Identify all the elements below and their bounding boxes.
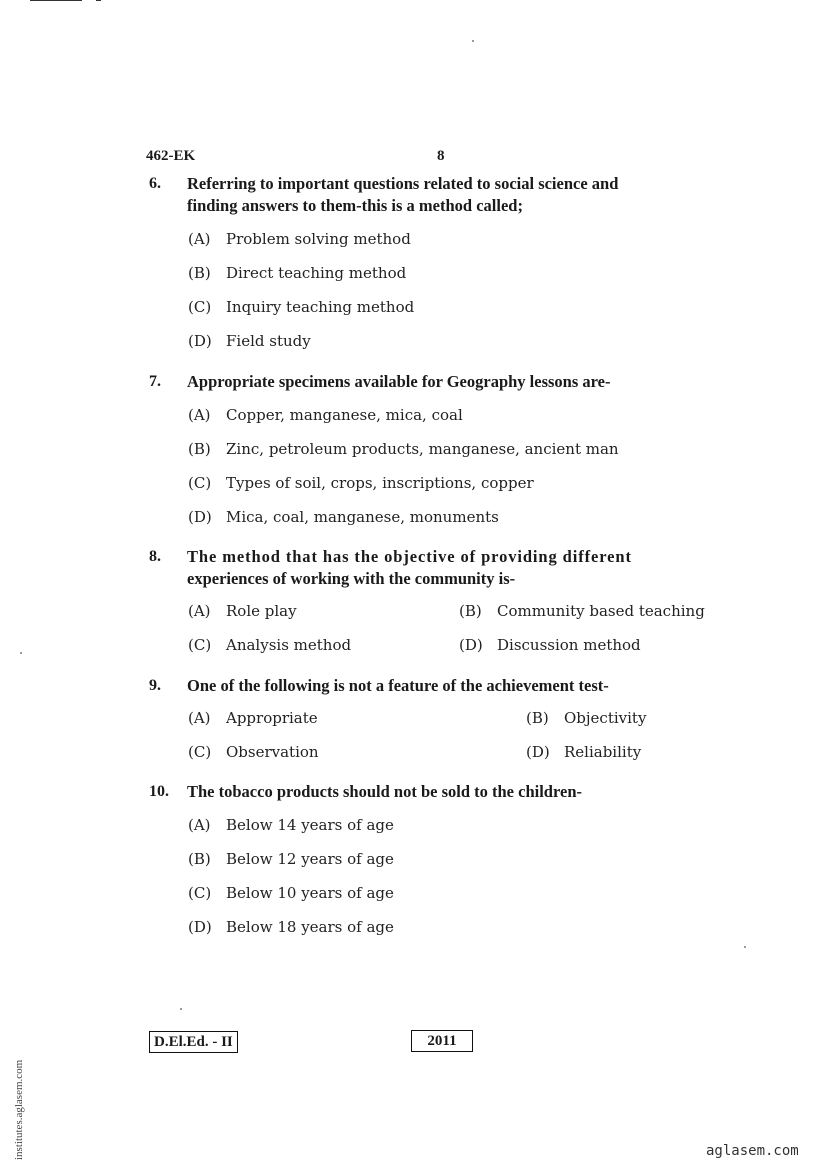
speck (744, 946, 746, 948)
option-label: (D) (188, 332, 212, 350)
option-text: Analysis method (226, 636, 352, 654)
site-watermark: aglasem.com (706, 1143, 799, 1159)
question-number: 6. (149, 175, 161, 192)
option-label: (B) (188, 440, 211, 458)
option-text: Observation (226, 743, 319, 761)
option-text: Below 10 years of age (226, 884, 394, 902)
question-text-line: experiences of working with the community is- (187, 569, 516, 588)
question-text-line: Appropriate specimens available for Geography lessons are- (187, 372, 611, 391)
option (188, 440, 619, 458)
option-label: (A) (188, 230, 211, 248)
option-text: Appropriate (226, 709, 318, 727)
option-label: (D) (188, 918, 212, 936)
option (188, 850, 394, 868)
option (188, 709, 318, 727)
option-label: (C) (188, 298, 212, 316)
course-code-box: D.El.Ed. - II (149, 1031, 238, 1053)
page-number: 8 (437, 148, 445, 164)
option-text: Direct teaching method (226, 264, 407, 282)
option-label: (A) (188, 406, 211, 424)
option-label: (C) (188, 884, 212, 902)
option-label: (C) (188, 474, 212, 492)
option-text: Inquiry teaching method (226, 298, 415, 316)
question-number: 9. (149, 677, 161, 694)
option-label: (B) (526, 709, 549, 727)
option (188, 743, 319, 761)
question-text-line: One of the following is not a feature of the achievement test- (187, 676, 609, 695)
option-text: Field study (226, 332, 311, 350)
option-text: Objectivity (564, 709, 647, 727)
question-text-line: finding answers to them-this is a method called; (187, 196, 523, 215)
option (188, 332, 311, 350)
option-label: (A) (188, 602, 211, 620)
option (188, 816, 394, 834)
option (188, 918, 394, 936)
option-label: (C) (188, 743, 212, 761)
option-text: Below 18 years of age (226, 918, 394, 936)
option-text: Types of soil, crops, inscriptions, copper (226, 474, 534, 492)
side-watermark: institutes.aglasem.com (13, 1059, 25, 1160)
option-label: (D) (188, 508, 212, 526)
option-label: (B) (188, 264, 211, 282)
option (188, 602, 297, 620)
option-label: (D) (526, 743, 550, 761)
option-label: (B) (459, 602, 482, 620)
option (526, 743, 641, 761)
option-label: (A) (188, 709, 211, 727)
question-number: 8. (149, 548, 161, 565)
question-text-line: The tobacco products should not be sold to the children- (187, 782, 582, 801)
question-text-line: The method that has the objective of providing different (187, 547, 632, 566)
option (188, 636, 351, 654)
speck (20, 652, 22, 654)
option-label: (D) (459, 636, 483, 654)
option-text: Below 14 years of age (226, 816, 394, 834)
option (188, 298, 414, 316)
option-text: Community based teaching (497, 602, 705, 620)
option (188, 508, 499, 526)
year-box: 2011 (411, 1030, 473, 1052)
option (459, 636, 641, 654)
option (188, 230, 411, 248)
option-text: Reliability (564, 743, 642, 761)
option-text: Zinc, petroleum products, manganese, ancient man (226, 440, 619, 458)
question-number: 10. (149, 783, 169, 800)
top-rule-tick (96, 0, 101, 1)
speck (472, 40, 474, 42)
option-text: Copper, manganese, mica, coal (226, 406, 463, 424)
question-number: 7. (149, 373, 161, 390)
option-label: (A) (188, 816, 211, 834)
option (526, 709, 646, 727)
option (188, 406, 463, 424)
option-text: Discussion method (497, 636, 641, 654)
option (459, 602, 705, 620)
option-text: Role play (226, 602, 297, 620)
speck (180, 1008, 182, 1010)
option-label: (B) (188, 850, 211, 868)
paper-code: 462-EK (146, 148, 196, 164)
option-text: Below 12 years of age (226, 850, 394, 868)
option-text: Problem solving method (226, 230, 411, 248)
option-label: (C) (188, 636, 212, 654)
top-rule (30, 0, 82, 1)
option (188, 264, 406, 282)
option (188, 474, 534, 492)
option-text: Mica, coal, manganese, monuments (226, 508, 499, 526)
question-text-line: Referring to important questions related to social science and (187, 174, 619, 193)
option (188, 884, 394, 902)
